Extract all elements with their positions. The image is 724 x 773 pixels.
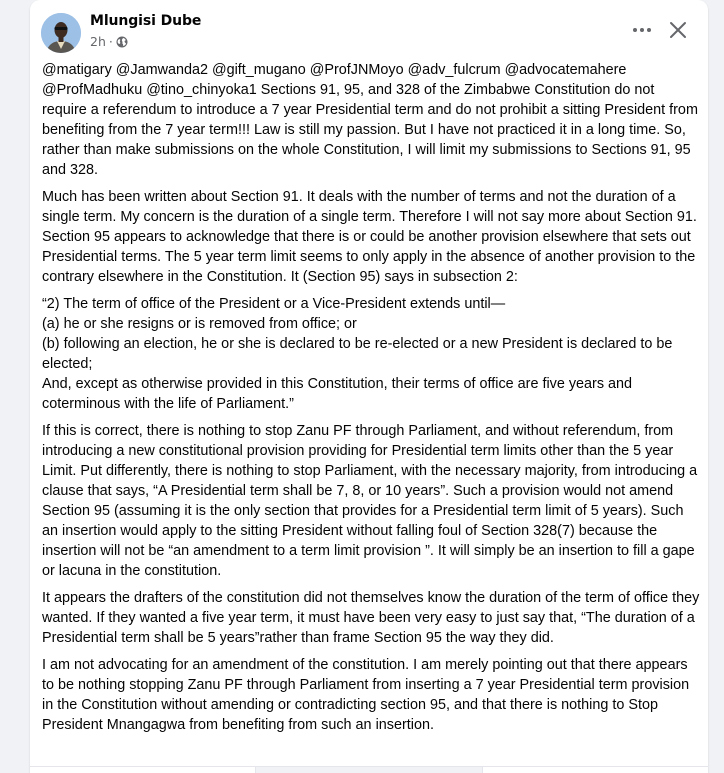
avatar-photo-icon xyxy=(41,13,81,53)
action-comment-area[interactable] xyxy=(255,767,482,773)
meta-separator: · xyxy=(108,34,113,49)
author-avatar[interactable] xyxy=(41,13,81,53)
post-body xyxy=(42,60,702,742)
post-header xyxy=(30,0,708,60)
quote-line: And, except as otherwise provided in this Constitution, their terms of office are five years and coterminous with the life of Parliament.” xyxy=(42,376,633,412)
close-button[interactable] xyxy=(664,16,692,44)
author-name[interactable]: Mlungisi Dube xyxy=(90,13,202,29)
post-paragraph-drafters: It appears the drafters of the constitution did not themselves know the duration of the term of office they wanted. If they wanted a five year term, it must have been very easy to just say that, “The duration of a Presidential term shall be 5 years”rather than frame Section 95 the way they did. xyxy=(42,590,700,646)
post-meta xyxy=(90,34,128,49)
post-paragraph-mentions: @matigary @Jamwanda2 @gift_mugano @ProfJNMoyo @adv_fulcrum @advocatemahere @ProfMadhuku @tino_chinyoka1 Sections 91, 95, and 328 of the Zimbabwe Constitution do not require a referendum to introduce a 7 year Presidential term and do not prohibit a sitting President from benefiting from the 7 year term!!! Law is still my passion. But I have not practiced it in a long time. So, rather than make submissions on the whole Constitution, I will limit my submissions to Sections 91, 95 and 328. xyxy=(42,62,698,178)
action-share-area[interactable] xyxy=(483,767,708,773)
post-paragraph-conclusion: I am not advocating for an amendment of the constitution. I am merely pointing out that there appears to be nothing stopping Zanu PF through Parliament from inserting a 7 year Presidential term provision in the Constitution without amending or contradicting section 95, and that there is nothing to Stop President Mnangagwa from benefiting from such an insertion. xyxy=(42,657,690,733)
more-options-button[interactable] xyxy=(628,16,656,44)
quote-line: “2) The term of office of the President or a Vice-President extends until— xyxy=(42,296,506,312)
post-paragraph-argument: If this is correct, there is nothing to stop Zanu PF through Parliament, and without referendum, from introducing a new constitutional provision providing for Presidential term limits other than the 5 year Limit. Put differently, there is nothing to stop Parliament, with the necessary majority, from introducing a clause that says, “A Presidential term shall be 7, 8, or 10 years”. Such a provision would not amend Section 95 (assuming it is the only section that provides for a Presidential term limit of 5 years). Such an insertion would apply to the sitting President without falling foul of Section 328(7) because the insertion will not be “an amendment to a term limit provision ”. It will simply be an insertion to fill a gape or lacuna in the constitution. xyxy=(42,423,698,579)
quote-line: (b) following an election, he or she is declared to be re-elected or a new President is declared to be elected; xyxy=(42,336,673,372)
quote-line: (a) he or she resigns or is removed from office; or xyxy=(42,316,357,332)
more-horizontal-icon xyxy=(632,27,652,33)
action-like-area[interactable] xyxy=(30,767,255,773)
post-paragraph-section-91: Much has been written about Section 91. It deals with the number of terms and not the duration of a single term. My concern is the duration of a single term. Therefore I will not say more about Section 91. Section 95 appears to acknowledge that there is or could be another provision elsewhere that sets out Presidential terms. The 5 year term limit seems to only apply in the absence of another provision to the contrary elsewhere in the Constitution. It (Section 95) says in subsection 2: xyxy=(42,189,697,285)
globe-icon[interactable] xyxy=(116,36,128,48)
close-icon xyxy=(669,21,687,39)
post-action-bar xyxy=(30,766,708,773)
post-card xyxy=(30,0,708,773)
post-timestamp[interactable]: 2h xyxy=(90,34,106,49)
constitution-quote xyxy=(42,294,702,414)
